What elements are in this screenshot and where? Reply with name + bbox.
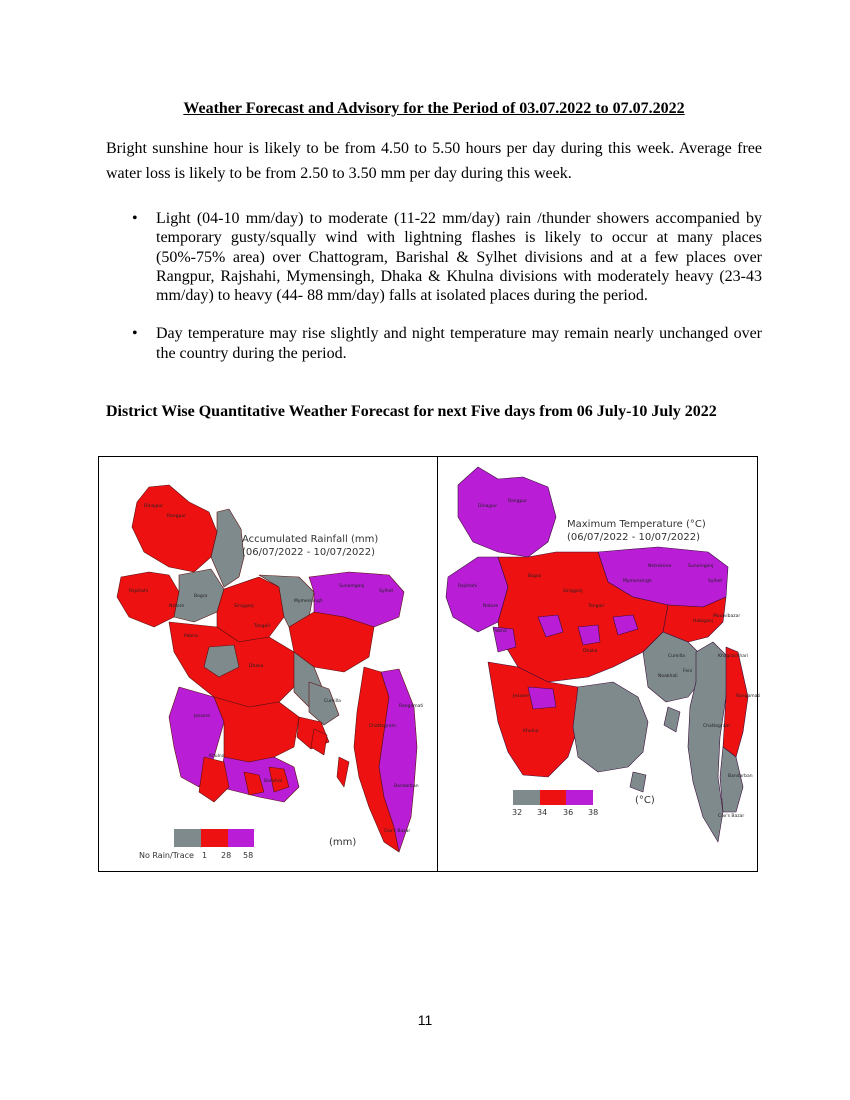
rain-district-label: Rangamati (399, 704, 424, 709)
rain-legend-swatch-grey (174, 829, 201, 847)
temp-district-label: Sylhet (708, 579, 723, 584)
rain-district-label: Bandarban (394, 784, 419, 789)
temp-legend-swatch-magenta (566, 790, 593, 805)
temp-district-label: Tangail (588, 604, 604, 609)
temp-district-label: Natore (483, 604, 499, 609)
temp-district-label: Rangpur (508, 499, 528, 504)
temp-legend-swatch-red (540, 790, 566, 805)
bullet-icon: • (132, 210, 138, 227)
temp-district-label: Netrokona (648, 564, 672, 569)
advisory-item-rain: • Light (04-10 mm/day) to moderate (11-22 mm/day) rain /thunder showers accompanied by temporary gusty/squally wind with lightning flashes is likely to occur at many places (50%-75% area) over Chattogram, Barishal & Sylhet divisions and at a few places over Rangpur, Rajshahi, Mymensingh, Dhaka & Khulna divisions with moderately heavy (23-43 mm/day) to heavy (44- 88 mm/day) falls at isolated places during the period. (132, 210, 762, 305)
bullet-icon: • (132, 325, 138, 343)
temp-district-label: Mymensingh (623, 579, 652, 584)
temp-district-label: Khulna (523, 729, 539, 734)
rain-district-label: Chattogram (369, 724, 396, 729)
rain-district-label: Bogra (194, 594, 208, 599)
temp-district-label: Cox's Bazar (718, 814, 745, 819)
temp-legend-label-32: 32 (512, 808, 523, 817)
temp-unit-label: (°C) (635, 795, 655, 806)
page-number: 11 (417, 1012, 433, 1028)
rain-district-label: Sylhet (379, 589, 394, 594)
temp-district-label: Bogra (528, 574, 542, 579)
rain-district-label: Dhaka (249, 664, 264, 669)
forecast-maps-table (98, 456, 761, 872)
temp-district-label: Chattogram (703, 724, 730, 729)
temp-district-label: Bandarban (728, 774, 753, 779)
temperature-map-title: Maximum Temperature (°C) (06/07/2022 - 10/07/2022) (567, 519, 706, 543)
temp-district-label: Khagrachhari (718, 654, 749, 659)
rain-district-label: Cox's Bazar (384, 829, 411, 834)
temperature-map-panel (438, 457, 761, 871)
rain-legend-label-none: No Rain/Trace (139, 851, 194, 860)
temp-district-label: Sirajganj (563, 589, 583, 594)
advisory-list (106, 209, 762, 382)
temp-district-label: Dhaka (583, 649, 598, 654)
rainfall-map (99, 457, 437, 871)
rain-district-label: Dinajpur (144, 504, 164, 509)
rain-legend-label-28: 28 (221, 851, 232, 860)
temp-district-label: Cumilla (668, 654, 685, 659)
rain-district-label: Cumilla (324, 699, 341, 704)
forecast-heading: Weather Forecast and Advisory for the Period of 03.07.2022 to 07.07.2022 (183, 100, 685, 117)
rainfall-map-title: Accumulated Rainfall (mm) (06/07/2022 - 10/07/2022) (242, 534, 379, 558)
temp-district-label: Dinajpur (478, 504, 498, 509)
temp-district-label: Feni (683, 669, 693, 674)
temp-legend-label-38: 38 (588, 808, 599, 817)
rain-district-label: Khulna (209, 754, 225, 759)
rain-district-label: Tangail (254, 624, 270, 629)
rain-district-label: Rajshahi (129, 589, 149, 594)
rain-district-label: Pabna (184, 634, 198, 639)
temp-legend-label-36: 36 (563, 808, 574, 817)
temp-district-label: Noakhali (658, 674, 678, 679)
rain-district-label: Sirajganj (234, 604, 254, 609)
advisory-item-temperature: • Day temperature may rise slightly and night temperature may remain nearly unchanged over the country during the period. (132, 325, 762, 362)
rain-legend-label-1: 1 (202, 851, 208, 860)
temp-district-label: Rajshahi (458, 584, 478, 589)
rain-legend-swatch-magenta (228, 829, 254, 847)
temp-district-label: Habiganj (693, 619, 713, 624)
rainfall-map-panel (99, 457, 437, 871)
rain-legend-swatch-red (201, 829, 228, 847)
temp-legend-label-34: 34 (537, 808, 548, 817)
temp-district-label: Moulvibazar (713, 614, 741, 619)
rain-district-label: Barishal (264, 779, 283, 784)
intro-paragraph: Bright sunshine hour is likely to be from 4.50 to 5.50 hours per day during this week. Average free water loss is likely to be from 2.50 to 3.50 mm per day during this week. (106, 140, 762, 182)
district-forecast-heading: District Wise Quantitative Weather Forecast for next Five days from 06 July-10 July 2022 (106, 403, 717, 420)
temp-district-label: Sunamganj (688, 564, 714, 569)
temp-district-label: Rangamati (736, 694, 761, 699)
rain-legend-label-58: 58 (243, 851, 254, 860)
rain-district-label: Rangpur (167, 514, 187, 519)
rain-district-label: Jessore (194, 714, 211, 719)
rain-district-label: Mymensingh (294, 599, 323, 604)
temp-legend-swatch-grey (513, 790, 540, 805)
rain-unit-label: (mm) (329, 837, 357, 848)
temp-district-label: Jessore (513, 694, 530, 699)
temp-district-label: Pabna (493, 629, 507, 634)
rain-district-label: Natore (169, 604, 185, 609)
rain-district-label: Sunamganj (339, 584, 365, 589)
